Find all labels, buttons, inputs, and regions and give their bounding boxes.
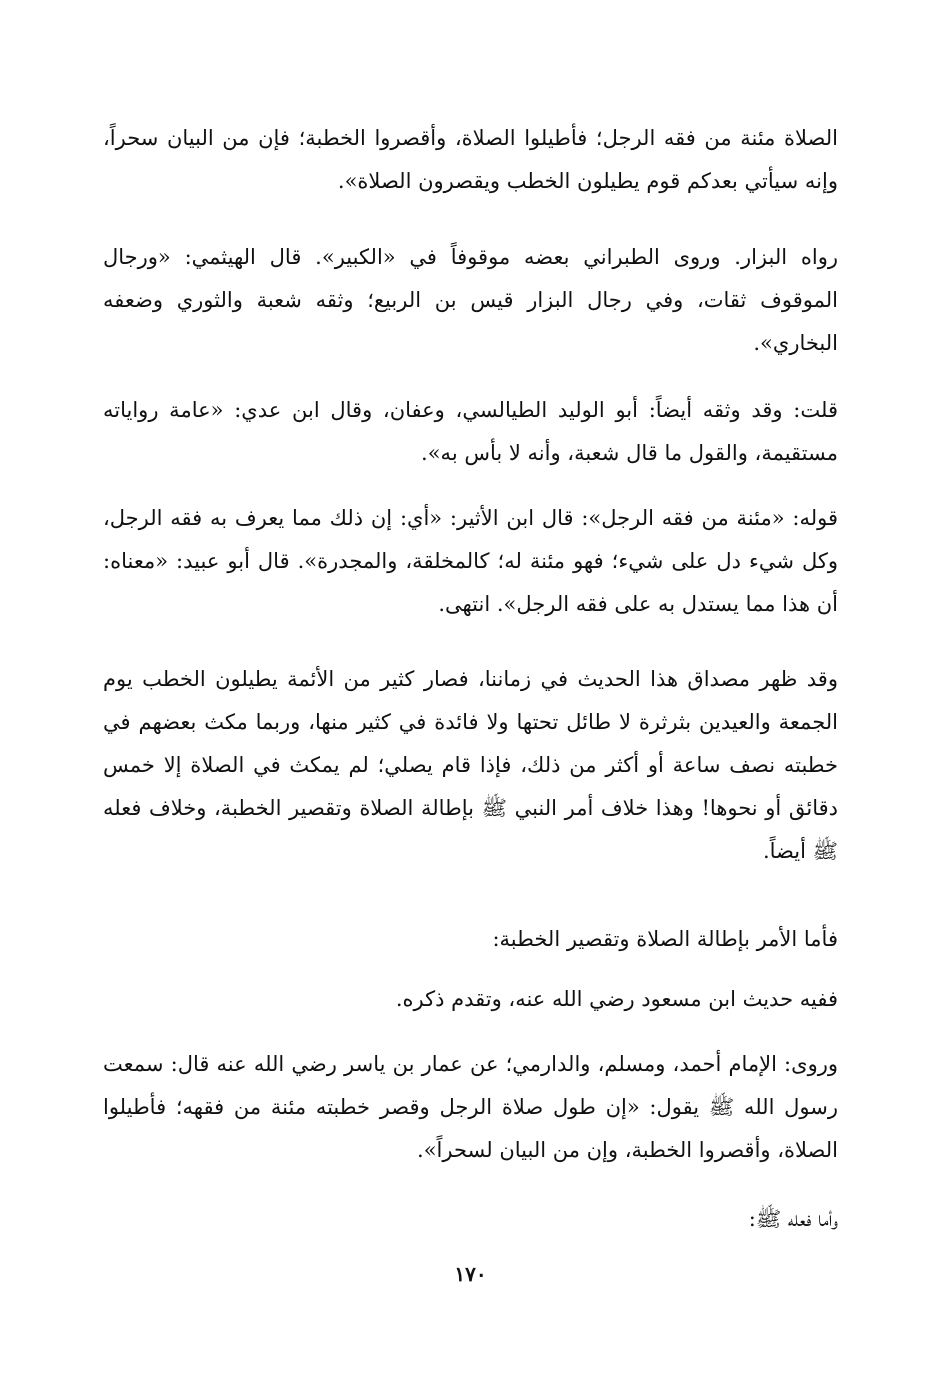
- paragraph-7: ففيه حديث ابن مسعود رضي الله عنه، وتقدم ذكره.: [395, 987, 838, 1011]
- paragraph-2: رواه البزار. وروى الطبراني بعضه موقوفاً في «الكبير». قال الهيثمي: «ورجال الموقوف ثقات، وفي رجال البزار قيس بن الربيع؛ وثقه شعبة والثوري وضعفه البخاري».: [103, 245, 838, 355]
- paragraph-4: قوله: «مئنة من فقه الرجل»: قال ابن الأثير: «أي: إن ذلك مما يعرف به فقه الرجل، وكل شيء دل على شيء؛ فهو مئنة له؛ كالمخلقة، والمجدرة». قال أبو عبيد: «معناه: أن هذا مما يستدل به على فقه الرجل». انتهى.: [103, 506, 838, 616]
- paragraph-8: وروى: الإمام أحمد، ومسلم، والدارمي؛ عن عمار بن ياسر رضي الله عنه قال: سمعت رسول الله ﷺ يقول: «إن طول صلاة الرجل وقصر خطبته مئنة من فقهه؛ فأطيلوا الصلاة، وأقصروا الخطبة، وإن من البيان لسحراً».: [103, 1052, 838, 1162]
- page-number: ١٧٠: [454, 1262, 487, 1286]
- paragraph-9: وأما فعله ﷺ:: [748, 1207, 838, 1231]
- paragraph-5: وقد ظهر مصداق هذا الحديث في زماننا، فصار كثير من الأئمة يطيلون الخطب يوم الجمعة والعيدين بثرثرة لا طائل تحتها ولا فائدة في كثير منها، وربما مكث بعضهم في خطبته نصف ساعة أو أكثر من ذلك، فإذا قام يصلي؛ لم يمكث في الصلاة إلا خمس دقائق أو نحوها! وهذا خلاف أمر النبي ﷺ بإطالة الصلاة وتقصير الخطبة، وخلاف فعله ﷺ أيضاً.: [103, 667, 838, 863]
- paragraph-3: قلت: وقد وثقه أيضاً: أبو الوليد الطيالسي، وعفان، وقال ابن عدي: «عامة رواياته مستقيمة، والقول ما قال شعبة، وأنه لا بأس به».: [103, 398, 838, 465]
- paragraph-6: فأما الأمر بإطالة الصلاة وتقصير الخطبة:: [492, 927, 838, 951]
- paragraph-1: الصلاة مئنة من فقه الرجل؛ فأطيلوا الصلاة، وأقصروا الخطبة؛ فإن من البيان سحراً، وإنه سيأتي بعدكم قوم يطيلون الخطب ويقصرون الصلاة».: [103, 126, 838, 193]
